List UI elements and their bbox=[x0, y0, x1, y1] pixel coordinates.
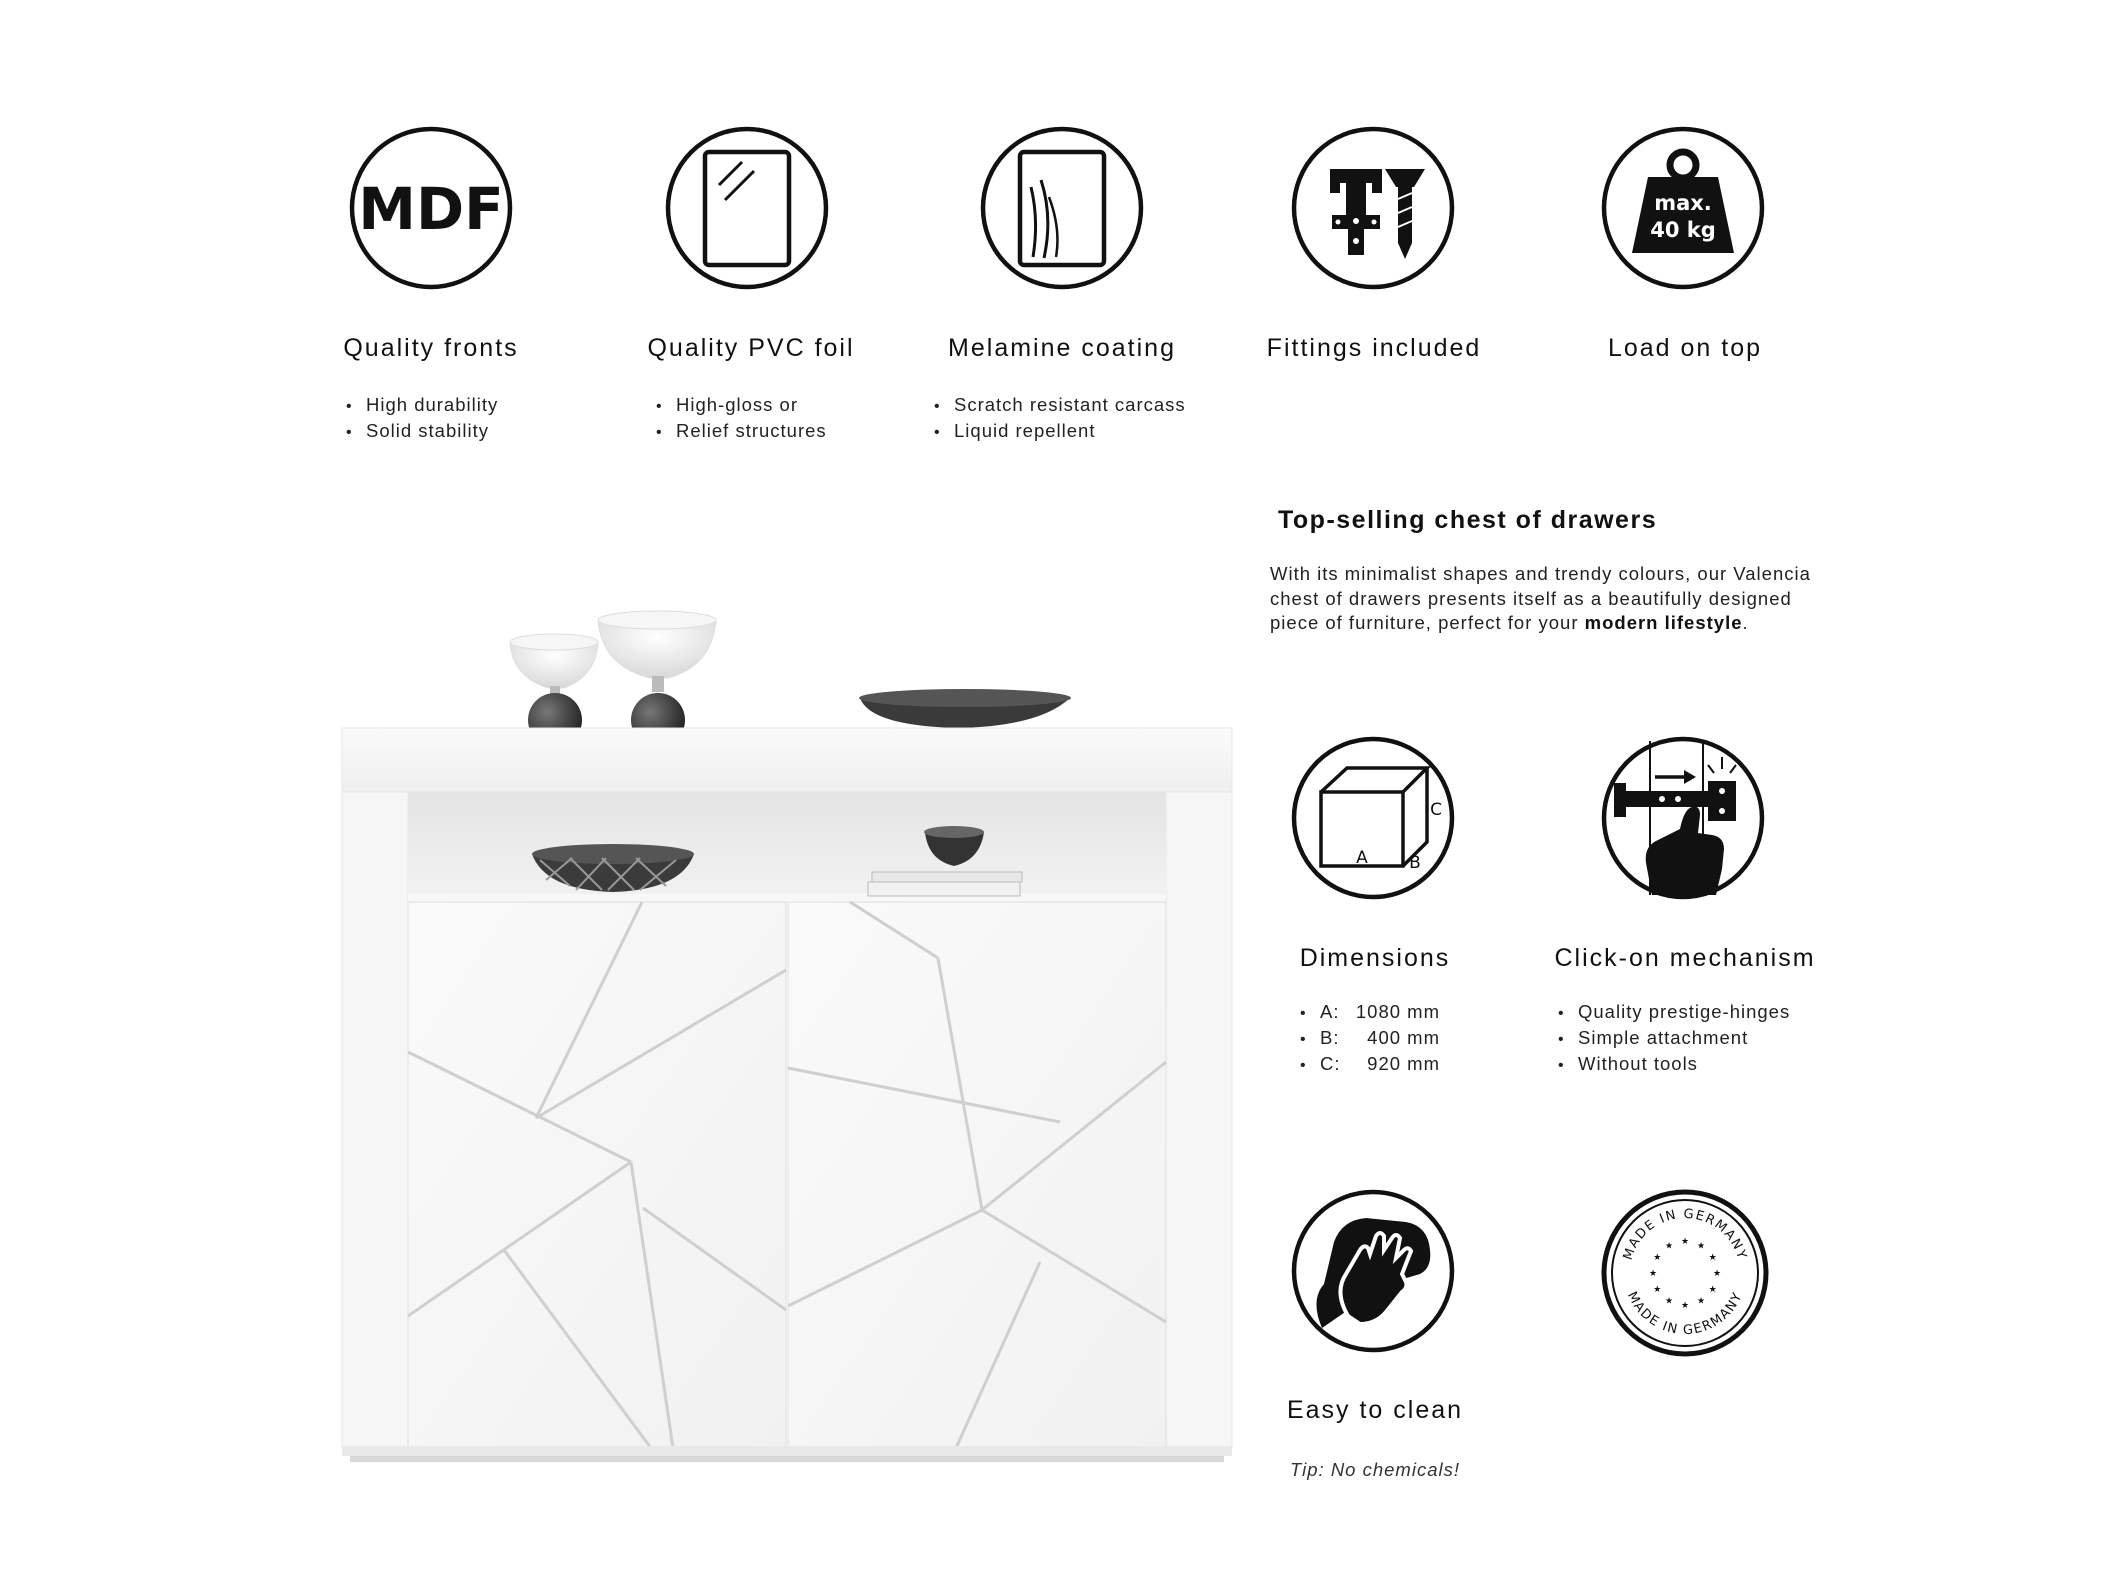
list-item: • Scratch resistant carcass bbox=[934, 393, 1186, 419]
seal-star-icon: ★ bbox=[1712, 1269, 1722, 1279]
seal-star-icon: ★ bbox=[1696, 1296, 1706, 1307]
cleaning-hand-icon bbox=[1290, 1188, 1456, 1354]
feature-bullets-melamine bbox=[934, 393, 1186, 445]
list-item: • Quality prestige-hinges bbox=[1558, 1000, 1790, 1026]
mdf-icon-text: MDF bbox=[358, 175, 504, 243]
box-label-b: B bbox=[1409, 853, 1421, 873]
dimension-label-a: A: bbox=[1320, 1001, 1340, 1022]
feature-title-pvc-foil: Quality PVC foil bbox=[647, 334, 855, 362]
seal-star-icon: ★ bbox=[1653, 1285, 1662, 1295]
cabinet-image bbox=[340, 610, 1240, 1490]
box-label-a: A bbox=[1356, 848, 1368, 868]
dimension-label-c: C: bbox=[1320, 1053, 1341, 1074]
list-item: • High-gloss or bbox=[656, 393, 827, 419]
dimension-value-c: 920 mm bbox=[1367, 1053, 1440, 1074]
seal-star-icon: ★ bbox=[1680, 1301, 1690, 1311]
decor-vase-right bbox=[598, 611, 716, 747]
dimension-label-b: B: bbox=[1320, 1027, 1340, 1048]
box-label-c: C bbox=[1430, 800, 1442, 820]
seal-star-icon: ★ bbox=[1696, 1241, 1706, 1252]
list-item: • Solid stability bbox=[346, 419, 498, 445]
glossy-panel-icon bbox=[664, 125, 830, 291]
seal-star-icon: ★ bbox=[1664, 1296, 1674, 1307]
list-item bbox=[1300, 1000, 1440, 1026]
seal-star-icon: ★ bbox=[1708, 1285, 1717, 1295]
svg-text:MADE IN GERMANY bbox=[1624, 1289, 1746, 1338]
seal-star-icon: ★ bbox=[1680, 1237, 1690, 1247]
feature-bullets-quality-fronts bbox=[346, 393, 498, 445]
weight-icon-text-max: max. bbox=[1654, 191, 1712, 215]
hand-hinge-icon bbox=[1600, 735, 1766, 901]
list-item: • Without tools bbox=[1558, 1052, 1790, 1078]
click-on-bullets bbox=[1558, 1000, 1790, 1078]
dimensions-list bbox=[1300, 1000, 1440, 1078]
seal-star-icon: ★ bbox=[1708, 1253, 1717, 1263]
feature-bullets-pvc-foil bbox=[656, 393, 827, 445]
click-on-title: Click-on mechanism bbox=[1554, 944, 1816, 972]
description-text bbox=[1270, 562, 1830, 636]
list-item: • Liquid repellent bbox=[934, 419, 1186, 445]
scratch-panel-icon bbox=[979, 125, 1145, 291]
description-heading: Top-selling chest of drawers bbox=[1278, 506, 1658, 534]
feature-title-load: Load on top bbox=[1607, 334, 1763, 362]
decor-plate bbox=[859, 689, 1071, 728]
list-item: • High durability bbox=[346, 393, 498, 419]
seal-text-top: MADE IN GERMANY bbox=[1620, 1206, 1750, 1263]
dimension-value-b: 400 mm bbox=[1367, 1027, 1440, 1048]
description-text-plain: With its minimalist shapes and trendy colours, our Valencia chest of drawers presents itself as a beautifully designed piece of furniture, perfect for your bbox=[1270, 563, 1811, 633]
easy-clean-tip: Tip: No chemicals! bbox=[1290, 1459, 1460, 1480]
weight-icon bbox=[1600, 125, 1766, 291]
dimension-value-a: 1080 mm bbox=[1355, 1001, 1440, 1022]
weight-icon-text-kg: 40 kg bbox=[1650, 218, 1716, 242]
description-text-bold: modern lifestyle bbox=[1584, 612, 1743, 633]
feature-title-fittings: Fittings included bbox=[1266, 334, 1482, 362]
description-text-end: . bbox=[1742, 612, 1749, 633]
seal-star-icon: ★ bbox=[1664, 1241, 1674, 1252]
list-item: • Relief structures bbox=[656, 419, 827, 445]
list-item: • Simple attachment bbox=[1558, 1026, 1790, 1052]
mdf-icon bbox=[348, 125, 514, 291]
list-item bbox=[1300, 1052, 1440, 1078]
seal-star-icon: ★ bbox=[1648, 1269, 1658, 1279]
dimensions-title: Dimensions bbox=[1299, 944, 1451, 972]
box-dimensions-icon bbox=[1290, 735, 1456, 901]
hinge-screw-icon bbox=[1290, 125, 1456, 291]
seal-star-icon: ★ bbox=[1653, 1253, 1662, 1263]
list-item bbox=[1300, 1026, 1440, 1052]
feature-title-quality-fronts: Quality fronts bbox=[343, 334, 519, 362]
made-in-germany-seal-icon bbox=[1600, 1188, 1770, 1358]
seal-text-bottom: MADE IN GERMANY bbox=[1623, 1289, 1746, 1339]
easy-clean-title: Easy to clean bbox=[1286, 1396, 1464, 1424]
feature-title-melamine: Melamine coating bbox=[948, 334, 1176, 362]
